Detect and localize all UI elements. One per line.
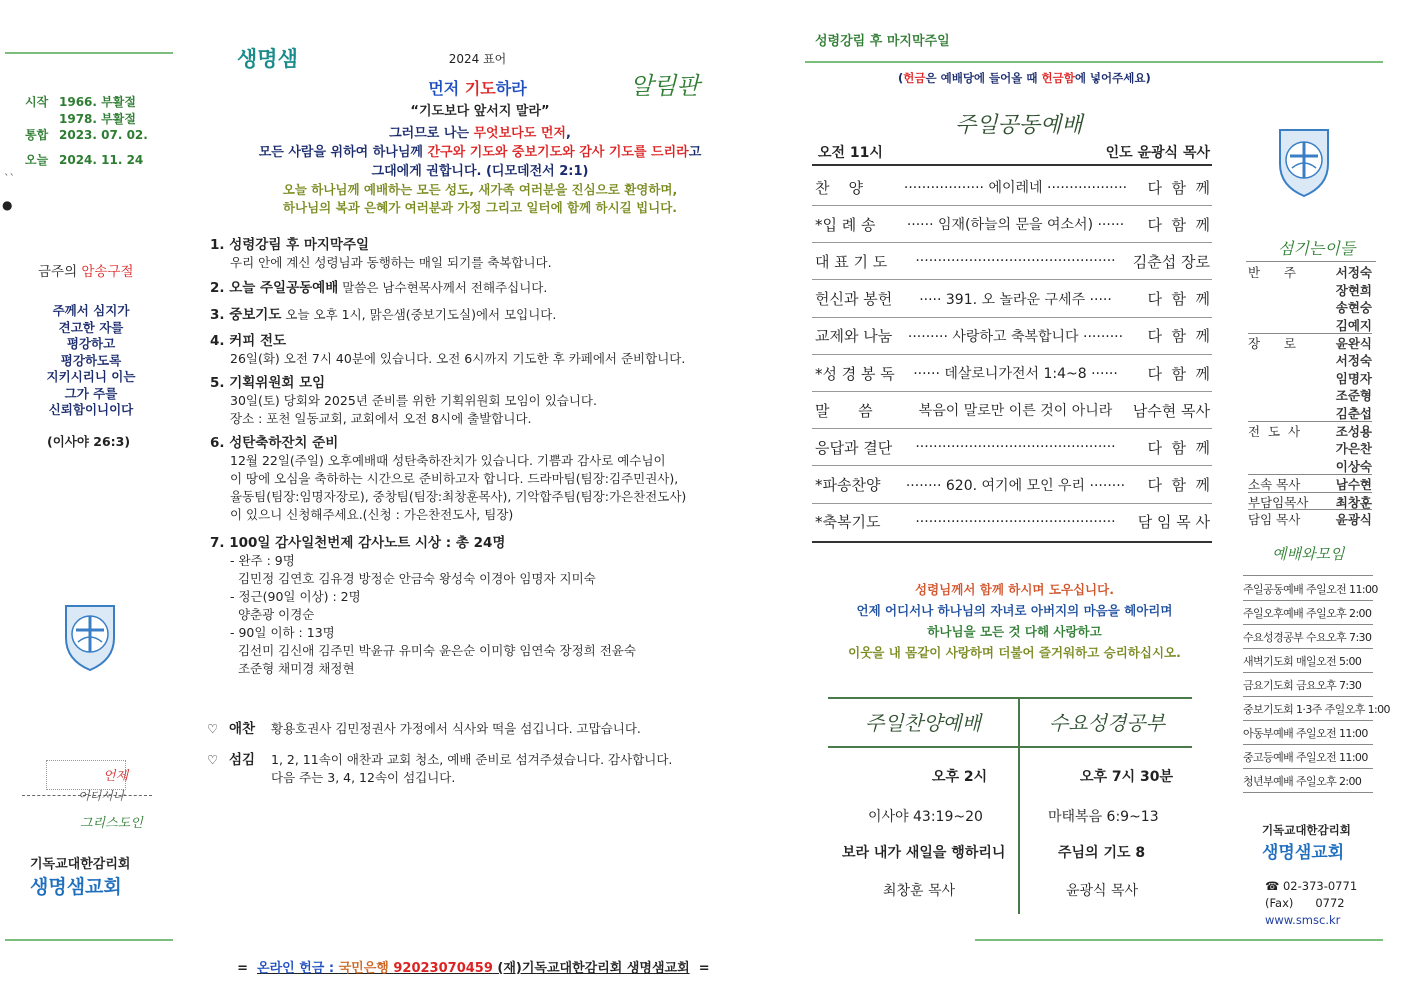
schedule-row: 아동부예배 주일오전 11:00: [1243, 721, 1373, 745]
order-item-leader: 다 함 께: [1147, 364, 1210, 383]
order-item-name: 말 씀: [815, 401, 873, 420]
staff-row: [1248, 457, 1372, 475]
staff-name: 이상숙: [1335, 458, 1372, 474]
church-logo-icon: [1276, 126, 1332, 198]
order-item-leader: 담 임 목 사: [1137, 513, 1210, 532]
church-phone: ☎ 02-373-0771: [1265, 879, 1358, 893]
notice-item: 2. 오늘 주일공동예배 말씀은 남수현목사께서 전해주십니다.: [210, 280, 548, 296]
sign-line-3: 그리스도인: [80, 816, 143, 831]
staff-name: 조준형: [1335, 388, 1372, 404]
staff-name: 최창훈: [1335, 494, 1372, 510]
wednesday-preacher: 윤광식 목사: [1066, 883, 1139, 899]
staff-row: [1248, 351, 1372, 369]
order-item-name: 헌신과 봉헌: [815, 290, 893, 309]
praise-sermon: 보라 내가 새일을 행하리니: [842, 845, 1006, 861]
order-item-name: *축복기도: [815, 513, 881, 532]
order-row-divider: [812, 503, 1212, 504]
order-item-detail: ·············································: [915, 513, 1116, 530]
staff-name: 장현희: [1335, 282, 1372, 298]
order-row: [815, 432, 1210, 462]
motto-sub: “기도보다 앞서지 말라”: [410, 104, 550, 119]
sunday-label: 성령강림 후 마지막주일: [815, 34, 950, 49]
staff-name: 송현숭: [1335, 300, 1372, 316]
staff-row: [1248, 333, 1372, 351]
notices: [210, 236, 780, 678]
staff-role: [1248, 351, 1308, 369]
order-item-leader: 김춘섭 장로: [1132, 252, 1210, 271]
order-row-divider: [812, 428, 1212, 429]
order-item-detail: ·················· 에이레네 ··················: [903, 180, 1128, 196]
service-divider: [1018, 699, 1020, 914]
schedule-row: 중고등예배 주일오전 11:00: [1243, 745, 1373, 769]
praise-text: 이사야 43:19~20: [868, 809, 983, 825]
staff-name: 서정숙: [1335, 265, 1372, 280]
order-row: [815, 172, 1210, 202]
staff-row: [1248, 369, 1372, 387]
praise-preacher: 최창훈 목사: [883, 883, 956, 899]
schedule-row: 주일공동예배 주일오전 11:00: [1243, 577, 1373, 601]
order-item-leader: 남수현 목사: [1132, 401, 1210, 420]
motto-year: 2024 표어: [448, 52, 507, 66]
order-item-leader: 다 함 께: [1147, 438, 1210, 457]
order-row: [815, 284, 1210, 314]
order-item-name: *성 경 봉 독: [815, 364, 895, 383]
schedule-top-rule: [1243, 575, 1373, 576]
order-bottom-rule: [812, 541, 1212, 543]
order-item-detail: ·············································: [915, 253, 1116, 270]
sign-line-2: 어디서나: [78, 789, 125, 803]
church-org: 기독교대한감리회: [30, 857, 131, 872]
staff-role: 전 도 사: [1248, 424, 1301, 440]
order-item-name: 대 표 기 도: [815, 252, 888, 271]
order-row: [815, 321, 1210, 351]
notice-item: 3. 중보기도 오늘 오후 1시, 맑은샘(중보기도실)에서 모입니다.: [210, 307, 557, 323]
order-row-divider: [812, 205, 1212, 206]
service-header-rule: [828, 746, 1192, 748]
worship-title: 주일공동예배: [955, 113, 1083, 138]
staff-row: [1248, 316, 1372, 334]
staff-name: 남수현: [1335, 477, 1372, 493]
bullet-mark: ●: [2, 198, 13, 212]
staff-name: 임명자: [1335, 370, 1372, 386]
order-row-divider: [812, 242, 1212, 243]
schedule-row: 새벽기도회 매일오전 5:00: [1243, 649, 1373, 673]
church-logo-icon: [62, 602, 118, 672]
order-item-leader: 다 함 께: [1147, 178, 1210, 197]
staff-role: [1248, 298, 1308, 316]
online-offering: = 온라인 헌금 : 국민은행 92023070459 (재)기독교대한감리회 생명샘교회 =: [237, 961, 710, 976]
extra-notices: [207, 720, 787, 787]
schedule-row: 금요기도회 금요오후 7:30: [1243, 673, 1373, 697]
schedule-row: 중보기도회 1·3주 주일오후 1:00: [1243, 697, 1373, 721]
staff-role: [1248, 457, 1308, 475]
right-top-rule: [805, 61, 1383, 63]
church-website[interactable]: www.smsc.kr: [1265, 913, 1341, 927]
order-item-detail: ······ 임재(하늘의 문을 여소서) ······: [906, 217, 1125, 234]
extra-item: ♡ 애찬 황용호권사 김민정권사 가정에서 식사와 떡을 섬깁니다. 고맙습니다.: [207, 721, 641, 737]
staff-row: [1248, 404, 1372, 422]
notice-item: 4. 커피 전도 26일(화) 오전 7시 40분에 있습니다. 오전 6시까지 기도한 후 카페에서 준비합니다.: [210, 333, 686, 366]
order-item-detail: ·············································: [915, 439, 1116, 456]
staff-name: 윤광식: [1335, 512, 1372, 528]
schedule-row: 수요성경공부 수요오후 7:30: [1243, 625, 1373, 649]
scripture: 그러므로 나는 무엇보다도 먼저, 모든 사람을 위하여 하나님께 간구와 기도와 중보기도와 감사 기도를 드리라고 그대에게 권합니다. (디모데전서 2:1): [258, 126, 702, 179]
church-name: 생명샘교회: [30, 876, 122, 898]
motto: 먼저 기도하라: [428, 79, 527, 98]
extra-item: ♡ 섬김 1, 2, 11속이 애찬과 교회 청소, 예배 준비로 섬겨주셨습니다. 감사합니다. 다음 주는 3, 4, 12속이 섬깁니다.: [207, 752, 673, 785]
staff-row: [1248, 439, 1372, 457]
staff-role: [1248, 386, 1308, 404]
order-row: [815, 246, 1210, 276]
left-top-rule: [5, 52, 173, 54]
staff-row: [1248, 474, 1372, 492]
order-row: [815, 358, 1210, 388]
order-item-leader: 다 함 께: [1147, 215, 1210, 234]
order-row-divider: [812, 465, 1212, 466]
church-org-right: 기독교대한감리회: [1262, 823, 1351, 837]
schedule-row: 주일오후예배 주일오후 2:00: [1243, 601, 1373, 625]
staff-role: 부담임목사: [1248, 494, 1309, 510]
notice-item: 1. 성령강림 후 마지막주일 우리 안에 계신 성령님과 동행하는 매일 되기를 축복합니다.: [210, 237, 552, 270]
staff-name: 서정숙: [1335, 353, 1372, 368]
staff-role: 담임 목사: [1248, 512, 1301, 528]
offering-note: (헌금은 예배당에 들어올 때 헌금함에 넣어주세요): [898, 71, 1151, 85]
order-row-divider: [812, 279, 1212, 280]
staff-role: [1248, 439, 1308, 457]
order-item-name: 교제와 나눔: [815, 327, 893, 346]
staff-row: [1248, 298, 1372, 316]
staff-name: 김예지: [1335, 317, 1372, 333]
blessing: 성령님께서 함께 하시며 도우십니다. 언제 어디서나 하나님의 자녀로 아버지의 마음을 헤아리며 하나님을 모든 것 다해 사랑하고 이웃을 내 몸같이 사랑하며 더불어 즐거워하고 승리하십시오.: [848, 582, 1181, 660]
staff-row: [1248, 386, 1372, 404]
meta-row: 시작 1966. 부활절: [25, 95, 136, 109]
staff-role: 반 주: [1248, 265, 1296, 280]
right-bottom-rule: [975, 939, 1383, 941]
order-row-divider: [812, 317, 1212, 318]
tilde-mark: ``: [4, 172, 15, 185]
staff-row: [1248, 509, 1372, 527]
staff-role: [1248, 316, 1308, 334]
wednesday-title: 수요성경공부: [1049, 711, 1165, 735]
order-item-leader: 다 함 께: [1147, 290, 1210, 309]
order-item-leader: 다 함 께: [1147, 327, 1210, 346]
founding-dates: [25, 93, 148, 170]
order-item-detail: ········· 사랑하고 축복합니다 ·········: [907, 328, 1124, 345]
worship-leader: 인도 윤광식 목사: [1105, 145, 1210, 161]
schedule-title: 예배와모임: [1272, 545, 1345, 563]
order-item-name: 응답과 결단: [815, 438, 893, 457]
staff-title: 섬기는이들: [1278, 239, 1356, 258]
order-row-divider: [812, 391, 1212, 392]
order-row: [815, 507, 1210, 537]
staff-row: [1248, 263, 1372, 281]
staff-role: [1248, 281, 1308, 299]
order-item-detail: ····· 391. 오 놀라운 구세주 ·····: [919, 291, 1112, 308]
church-logotype: 생명샘: [237, 47, 298, 71]
staff-role: 소속 목사: [1248, 477, 1301, 493]
wednesday-time: 오후 7시 30분: [1080, 769, 1174, 785]
notice-item: 5. 기획위원회 모임 30일(토) 당회와 2025년 준비를 위한 기획위원회 모임이 있습니다. 장소 : 포천 일동교회, 교회에서 오전 8시에 출발합니다.: [210, 375, 597, 426]
order-item-name: *입 례 송: [815, 215, 876, 234]
staff-role: 장 로: [1248, 336, 1296, 352]
memory-verse-title: 금주의 암송구절: [38, 264, 134, 280]
staff-row: [1248, 492, 1372, 510]
meta-row: 1978. 부활절: [59, 112, 136, 126]
schedule-row: 청년부예배 주일오후 2:00: [1243, 769, 1373, 793]
service-top-rule: [828, 697, 1192, 699]
memory-verse-reference: (이사야 26:3): [47, 434, 131, 449]
order-item-detail: 복음이 말로만 이른 것이 아니라: [918, 403, 1113, 420]
order-row: [815, 470, 1210, 500]
meta-row: 오늘 2024. 11. 24: [25, 153, 144, 167]
praise-title: 주일찬양예배: [865, 711, 981, 735]
notice-item: 6. 성탄축하잔치 준비 12월 22일(주일) 오후예배때 성탄축하잔치가 있습니다. 기쁨과 감사로 예수님이 이 땅에 오심을 축하하는 시간으로 준비하고자 합니다. 드라마팀(팀장:김주민권사), 율동팀(팀장:임명자장로), 중창팀(팀장:최창훈목사), 기악합주팀(팀장:가은찬전도사) 이 있으니 신청해주세요.(신청 : 가은찬전도사, 팀장): [210, 435, 687, 522]
order-row: [815, 395, 1210, 425]
order-top-rule: [812, 164, 1212, 166]
staff-row: [1248, 281, 1372, 299]
church-name-right: 생명샘교회: [1262, 843, 1345, 863]
notice-item: 7. 100일 감사일천번제 감사노트 시상 : 총 24명 - 완주 : 9명 김민정 김연호 김유경 방정순 안금숙 왕성숙 이경아 임명자 지미숙 - 정근(90일 이상) : 2명 양춘광 이경순 - 90일 이하 : 13명 김선미 김신애 김주민 박윤규 유미숙 윤은순 이미향 임연숙 장정희 전윤숙 조준형 채미경 채정현: [210, 535, 636, 676]
meta-row: 통합 2023. 07. 02.: [25, 128, 148, 142]
staff-name: 조성용: [1335, 424, 1372, 440]
order-row-divider: [812, 354, 1212, 355]
bulletin-label: 알림판: [630, 72, 700, 100]
order-row: [815, 209, 1210, 239]
staff-name: 윤완식: [1335, 336, 1372, 352]
order-item-name: 찬 양: [815, 178, 864, 197]
wednesday-sermon: 주님의 기도 8: [1058, 845, 1146, 861]
praise-time: 오후 2시: [932, 769, 988, 785]
order-item-name: *파송찬양: [815, 476, 881, 495]
staff-row: [1248, 421, 1372, 439]
left-bottom-rule: [5, 939, 173, 941]
order-item-detail: ········ 620. 여기에 모인 우리 ········: [905, 477, 1126, 494]
staff-top-rule: [1246, 261, 1376, 262]
staff-name: 김춘섭: [1335, 405, 1372, 421]
order-item-leader: 다 함 께: [1147, 476, 1210, 495]
sign-line-1: 언제: [103, 769, 129, 784]
wednesday-text: 마태복음 6:9~13: [1048, 809, 1159, 825]
staff-role: [1248, 369, 1308, 387]
worship-time: 오전 11시: [818, 145, 883, 161]
staff-role: [1248, 404, 1308, 422]
memory-verse: 주께서 심지가 견고한 자를 평강하고 평강하도록 지키시리니 이는 그가 주를 신뢰함이니이다: [46, 303, 136, 417]
staff-name: 가은찬: [1335, 441, 1372, 456]
order-item-detail: ······ 데살로니가전서 1:4~8 ······: [913, 366, 1118, 382]
church-fax: (Fax) 0772: [1265, 896, 1345, 910]
welcome-message: 오늘 하나님께 예배하는 모든 성도, 새가족 여러분을 진심으로 환영하며, 하나님의 복과 은혜가 여러분과 가정 그리고 일터에 함께 하시길 빕니다.: [282, 182, 678, 215]
